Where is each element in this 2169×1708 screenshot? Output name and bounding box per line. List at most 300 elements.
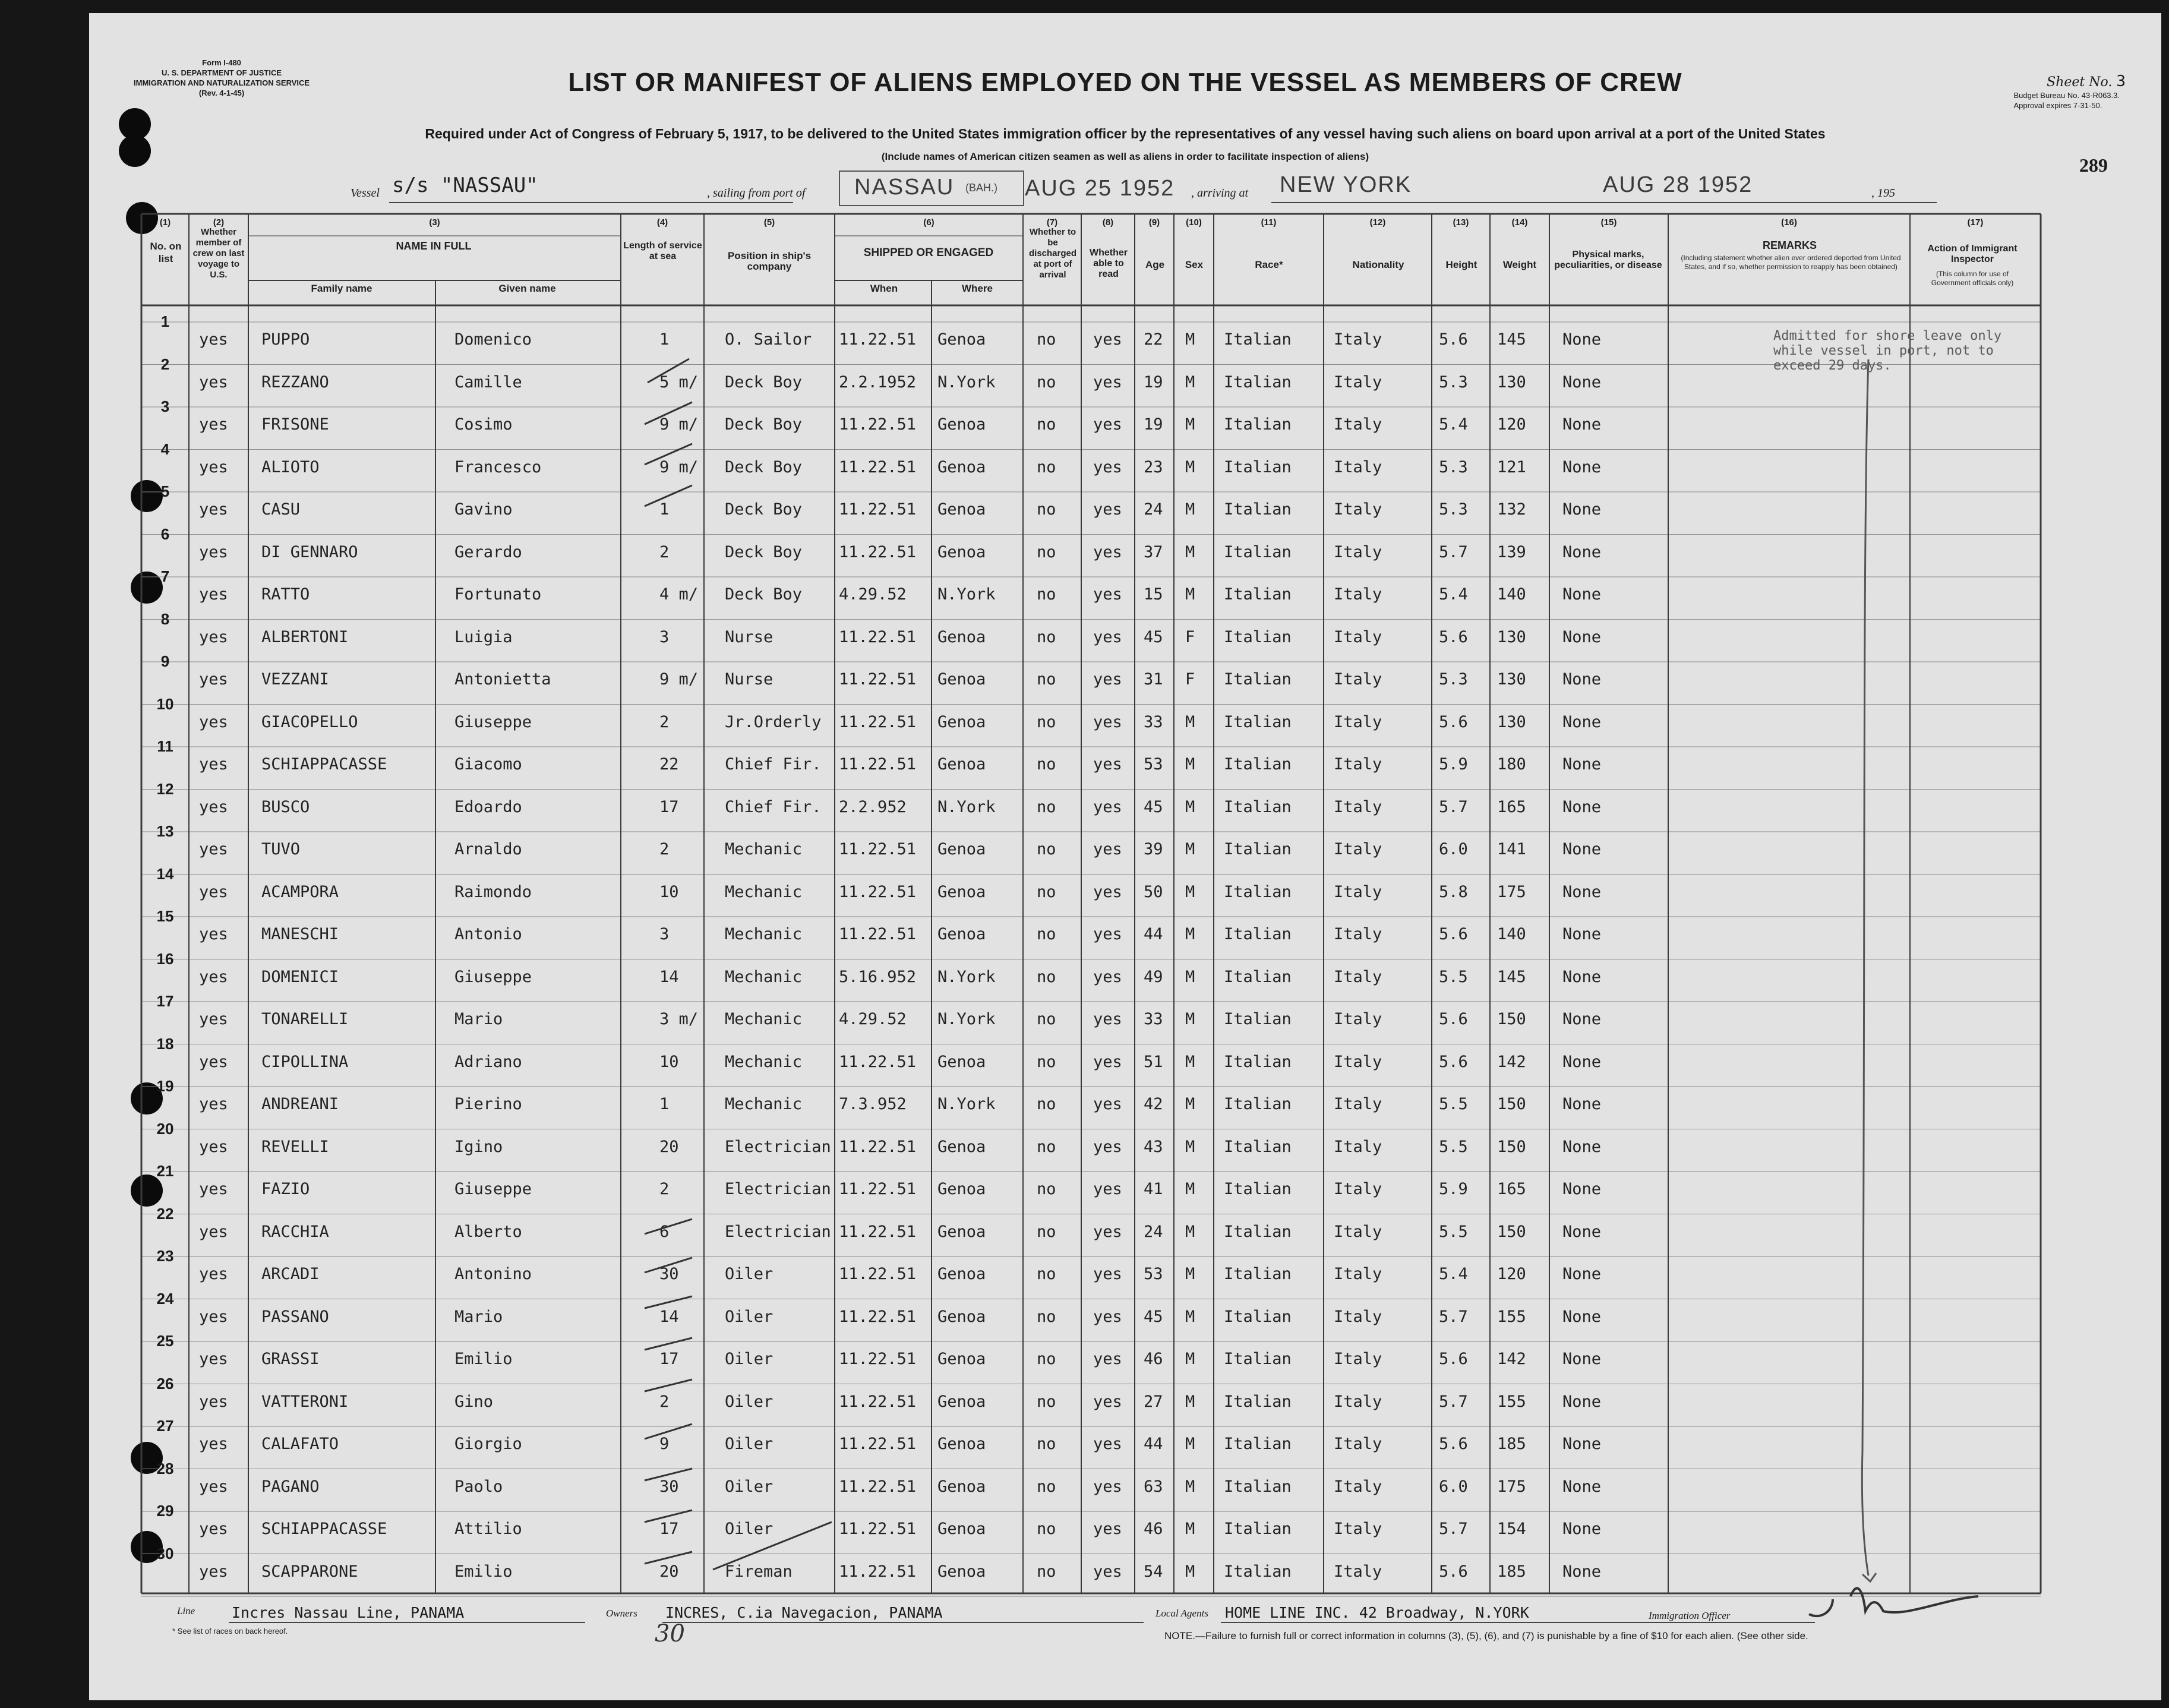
penalty-note: NOTE.—Failure to furnish full or correct information in columns (3), (5), (6), and (7) is punishable by a fine of $10 for each alien. (See other side. [1164,1630,1808,1641]
crew-engaged-when: 4.29.52 [839,1010,907,1028]
crew-can-read: yes [1093,542,1122,561]
column-number: (1) [159,217,171,228]
crew-race: Italian [1224,627,1292,646]
crew-race: Italian [1224,542,1292,561]
crew-service-length: 2 [659,840,670,858]
crew-service-length: 14 [659,967,679,986]
crew-position: Deck Boy [725,585,803,604]
col-header-number: No. on list [150,241,182,264]
row-number: 11 [157,737,173,755]
approval-expiry: Approval expires 7-31-50. [2013,101,2102,110]
crew-family-name: DI GENNARO [261,542,358,561]
crew-race: Italian [1224,1180,1292,1198]
crew-engaged-where: N.York [937,1010,996,1028]
manifest-sheet [89,13,2161,1700]
row-number: 10 [156,694,174,713]
crew-given-name: Fortunato [454,585,542,604]
crew-nationality: Italy [1334,1562,1382,1581]
crew-height: 5.6 [1439,1052,1468,1071]
crew-engaged-where: Genoa [937,500,986,519]
departure-port-note: (BAH.) [965,182,997,194]
crew-given-name: Domenico [454,330,532,349]
crew-service-length: 9 m/ [659,670,699,689]
crew-given-name: Mario [454,1010,503,1028]
crew-nationality: Italy [1334,1477,1382,1496]
crew-age: 24 [1144,1222,1163,1241]
row-number: 22 [156,1204,174,1223]
crew-sex: M [1185,712,1195,731]
crew-race: Italian [1224,372,1292,392]
crew-can-read: yes [1093,1562,1122,1581]
crew-given-name: Raimondo [454,882,532,901]
crew-age: 19 [1144,415,1163,434]
remark-line-2: while vessel in port, not to [1773,343,1994,358]
department: U. S. DEPARTMENT OF JUSTICE [162,68,282,77]
crew-position: Deck Boy [725,457,803,476]
crew-weight: 154 [1497,1520,1526,1538]
line-value: Incres Nassau Line, PANAMA [232,1604,465,1621]
crew-position: Mechanic [725,967,803,986]
crew-discharged: no [1037,1392,1056,1411]
crew-last-voyage: yes [199,1350,228,1368]
crew-can-read: yes [1093,670,1122,689]
crew-given-name: Giuseppe [454,1180,532,1198]
crew-discharged: no [1037,1350,1056,1368]
crew-engaged-when: 11.22.51 [839,500,917,519]
crew-nationality: Italy [1334,542,1382,561]
crew-given-name: Giorgio [454,1435,522,1453]
crew-physical-marks: None [1562,1180,1602,1198]
crew-engaged-when: 11.22.51 [839,755,917,774]
crew-engaged-where: N.York [937,967,996,986]
crew-position: Oiler [725,1392,773,1411]
crew-weight: 141 [1497,840,1526,858]
row-number: 6 [160,525,170,543]
crew-family-name: ALIOTO [261,457,320,476]
crew-nationality: Italy [1334,1350,1382,1368]
agents-label: Local Agents [1155,1608,1208,1619]
crew-sex: M [1185,882,1195,901]
crew-engaged-when: 2.2.952 [839,797,907,816]
crew-service-length: 14 [659,1307,679,1326]
crew-race: Italian [1224,1010,1292,1028]
crew-weight: 142 [1497,1350,1526,1368]
row-number: 20 [156,1119,174,1138]
crew-race: Italian [1224,1392,1292,1411]
col-header-marks: Physical marks, peculiarities, or disease [1554,250,1662,270]
crew-family-name: REZZANO [261,372,329,392]
crew-service-length: 3 [659,627,670,646]
row-number: 2 [160,355,170,373]
crew-position: Oiler [725,1350,773,1368]
crew-can-read: yes [1093,1052,1122,1071]
crew-can-read: yes [1093,500,1122,519]
crew-engaged-when: 5.16.952 [839,967,917,986]
crew-sex: M [1185,967,1195,986]
crew-age: 33 [1144,712,1163,731]
crew-age: 22 [1144,330,1163,349]
page-number: 289 [2079,154,2108,176]
crew-engaged-when: 7.3.952 [839,1095,907,1113]
crew-height: 5.3 [1439,457,1468,476]
crew-physical-marks: None [1562,840,1602,858]
crew-weight: 185 [1497,1435,1526,1453]
crew-can-read: yes [1093,1520,1122,1538]
crew-position: Oiler [725,1520,773,1538]
crew-height: 5.3 [1439,500,1468,519]
form-number: Form I-480 [202,58,241,67]
crew-age: 63 [1144,1477,1163,1496]
crew-family-name: PASSANO [261,1307,329,1326]
crew-weight: 185 [1497,1562,1526,1581]
crew-engaged-where: Genoa [937,1307,986,1326]
crew-weight: 130 [1497,712,1526,731]
crew-service-length: 10 [659,882,679,901]
col-header-height: Height [1445,259,1477,270]
year-suffix: , 195 [1871,187,1895,200]
crew-discharged: no [1037,1307,1056,1326]
crew-engaged-where: Genoa [937,627,986,646]
crew-race: Italian [1224,1435,1292,1453]
crew-physical-marks: None [1562,1435,1602,1453]
crew-can-read: yes [1093,925,1122,943]
crew-race: Italian [1224,585,1292,604]
departure-port: NASSAU [854,175,955,200]
crew-service-length: 2 [659,1180,670,1198]
crew-given-name: Antonietta [454,670,551,689]
crew-discharged: no [1037,457,1056,476]
crew-sex: M [1185,1095,1195,1113]
column-number: (2) [213,217,225,228]
crew-given-name: Francesco [454,457,542,476]
crew-age: 53 [1144,1265,1163,1283]
crew-height: 5.5 [1439,967,1468,986]
owners-value: INCRES, C.ia Navegacion, PANAMA [665,1604,943,1621]
crew-race: Italian [1224,840,1292,858]
crew-last-voyage: yes [199,330,228,349]
crew-last-voyage: yes [199,1265,228,1283]
crew-family-name: TONARELLI [261,1010,349,1028]
crew-engaged-when: 11.22.51 [839,1180,917,1198]
crew-weight: 120 [1497,415,1526,434]
col-header-remarks-note: (Including statement whether alien ever ordered deported from United States, and if so, whether permission to reapply has been obtained) [1681,254,1901,271]
crew-physical-marks: None [1562,712,1602,731]
crew-given-name: Antonino [454,1265,532,1283]
crew-can-read: yes [1093,1435,1122,1453]
crew-given-name: Gavino [454,500,513,519]
crew-position: Fireman [725,1562,793,1581]
crew-family-name: SCHIAPPACASSE [261,755,387,774]
col-header-sex: Sex [1185,259,1204,270]
crew-race: Italian [1224,1307,1292,1326]
crew-weight: 130 [1497,670,1526,689]
crew-engaged-when: 11.22.51 [839,925,917,943]
crew-discharged: no [1037,967,1056,986]
crew-weight: 139 [1497,542,1526,561]
crew-engaged-where: Genoa [937,330,986,349]
crew-discharged: no [1037,585,1056,604]
row-number: 16 [156,949,174,968]
col-header-race: Race* [1255,259,1283,270]
crew-engaged-where: Genoa [937,1137,986,1156]
crew-service-length: 17 [659,1350,679,1368]
crew-discharged: no [1037,1520,1056,1538]
crew-family-name: MANESCHI [261,925,339,943]
crew-last-voyage: yes [199,1052,228,1071]
column-number: (11) [1261,217,1277,228]
crew-weight: 142 [1497,1052,1526,1071]
crew-nationality: Italy [1334,1010,1382,1028]
row-number: 1 [160,312,170,330]
column-number: (4) [656,217,668,228]
crew-last-voyage: yes [199,627,228,646]
crew-nationality: Italy [1334,585,1382,604]
crew-nationality: Italy [1334,1052,1382,1071]
crew-last-voyage: yes [199,372,228,392]
crew-race: Italian [1224,1350,1292,1368]
crew-can-read: yes [1093,415,1122,434]
crew-age: 42 [1144,1095,1163,1113]
owners-label: Owners [606,1608,637,1619]
crew-position: Mechanic [725,925,803,943]
crew-engaged-where: Genoa [937,840,986,858]
col-header-given: Given name [498,283,556,294]
arrival-port: NEW YORK [1280,172,1412,197]
races-note: * See list of races on back hereof. [172,1627,288,1636]
crew-family-name: CIPOLLINA [261,1052,349,1071]
crew-engaged-when: 11.22.51 [839,457,917,476]
crew-engaged-when: 4.29.52 [839,585,907,604]
crew-engaged-when: 11.22.51 [839,1520,917,1538]
crew-family-name: DOMENICI [261,967,339,986]
crew-last-voyage: yes [199,755,228,774]
crew-family-name: CALAFATO [261,1435,339,1453]
crew-nationality: Italy [1334,457,1382,476]
crew-sex: M [1185,1392,1195,1411]
row-number: 15 [156,907,174,925]
crew-position: Electrician [725,1137,831,1156]
crew-engaged-where: N.York [937,1095,996,1113]
crew-nationality: Italy [1334,840,1382,858]
row-number: 9 [160,652,170,670]
crew-service-length: 1 [659,330,670,349]
crew-height: 5.4 [1439,415,1468,434]
crew-position: Mechanic [725,882,803,901]
crew-sex: M [1185,755,1195,774]
crew-family-name: TUVO [261,840,301,858]
crew-family-name: PUPPO [261,330,310,349]
crew-race: Italian [1224,415,1292,434]
crew-can-read: yes [1093,882,1122,901]
crew-given-name: Pierino [454,1095,522,1113]
crew-service-length: 6 [659,1222,670,1241]
crew-engaged-where: Genoa [937,712,986,731]
crew-sex: M [1185,1350,1195,1368]
crew-height: 5.7 [1439,1307,1468,1326]
crew-physical-marks: None [1562,925,1602,943]
column-number: (13) [1453,217,1469,228]
crew-engaged-when: 11.22.51 [839,330,917,349]
crew-family-name: RACCHIA [261,1222,329,1241]
crew-race: Italian [1224,1222,1292,1241]
crew-physical-marks: None [1562,585,1602,604]
crew-sex: M [1185,1477,1195,1496]
crew-age: 46 [1144,1350,1163,1368]
crew-engaged-when: 11.22.51 [839,1222,917,1241]
crew-discharged: no [1037,670,1056,689]
crew-race: Italian [1224,1265,1292,1283]
col-header-position: Position in ship's company [727,250,812,272]
crew-last-voyage: yes [199,1392,228,1411]
crew-age: 45 [1144,797,1163,816]
crew-last-voyage: yes [199,670,228,689]
crew-sex: M [1185,840,1195,858]
crew-engaged-where: Genoa [937,755,986,774]
col-header-where: Where [962,283,993,294]
crew-position: Deck Boy [725,372,803,392]
crew-position: O. Sailor [725,330,812,349]
crew-last-voyage: yes [199,925,228,943]
crew-discharged: no [1037,627,1056,646]
handwritten-count: 30 [655,1620,685,1647]
crew-position: Chief Fir. [725,797,822,816]
crew-physical-marks: None [1562,670,1602,689]
column-number: (14) [1511,217,1528,228]
crew-engaged-when: 11.22.51 [839,1265,917,1283]
crew-last-voyage: yes [199,967,228,986]
row-number: 13 [156,822,174,840]
crew-engaged-where: Genoa [937,457,986,476]
crew-family-name: VEZZANI [261,670,329,689]
crew-engaged-where: Genoa [937,415,986,434]
crew-engaged-when: 11.22.51 [839,1392,917,1411]
crew-sex: F [1185,670,1195,689]
crew-physical-marks: None [1562,1137,1602,1156]
crew-sex: M [1185,457,1195,476]
crew-given-name: Luigia [454,627,513,646]
crew-position: Oiler [725,1477,773,1496]
row-number: 14 [156,864,174,883]
column-number: (16) [1781,217,1797,228]
crew-last-voyage: yes [199,1180,228,1198]
crew-can-read: yes [1093,797,1122,816]
column-number: (8) [1102,217,1114,228]
crew-height: 5.4 [1439,585,1468,604]
col-header-read: Whether able to read [1090,248,1128,279]
crew-sex: M [1185,585,1195,604]
crew-engaged-when: 11.22.51 [839,1350,917,1368]
crew-race: Italian [1224,330,1292,349]
crew-age: 45 [1144,1307,1163,1326]
row-number: 27 [156,1417,174,1435]
crew-position: Deck Boy [725,415,803,434]
crew-position: Deck Boy [725,500,803,519]
crew-engaged-when: 2.2.1952 [839,372,917,392]
crew-race: Italian [1224,1477,1292,1496]
row-number: 4 [160,440,170,458]
crew-engaged-where: Genoa [937,1477,986,1496]
crew-race: Italian [1224,1095,1292,1113]
crew-race: Italian [1224,1520,1292,1538]
crew-height: 5.9 [1439,1180,1468,1198]
crew-sex: M [1185,1180,1195,1198]
remark-line-1: Admitted for shore leave only [1773,329,2002,343]
column-number: (6) [923,217,934,228]
crew-nationality: Italy [1334,627,1382,646]
crew-height: 5.6 [1439,1350,1468,1368]
crew-discharged: no [1037,1562,1056,1581]
row-number: 30 [156,1544,174,1562]
crew-position: Chief Fir. [725,755,822,774]
crew-weight: 132 [1497,500,1526,519]
crew-last-voyage: yes [199,1010,228,1028]
crew-weight: 150 [1497,1222,1526,1241]
crew-height: 5.3 [1439,372,1468,392]
crew-weight: 145 [1497,967,1526,986]
crew-discharged: no [1037,840,1056,858]
vessel-label: Vessel [351,187,380,200]
crew-service-length: 10 [659,1052,679,1071]
agents-value: HOME LINE INC. 42 Broadway, N.YORK [1225,1604,1529,1621]
crew-sex: M [1185,1520,1195,1538]
crew-can-read: yes [1093,1222,1122,1241]
crew-service-length: 17 [659,1520,679,1538]
col-header-family: Family name [311,283,372,294]
crew-family-name: RATTO [261,585,310,604]
crew-weight: 150 [1497,1095,1526,1113]
crew-given-name: Camille [454,372,522,392]
crew-last-voyage: yes [199,1520,228,1538]
crew-sex: M [1185,542,1195,561]
col-header-name: NAME IN FULL [396,240,472,252]
vessel-name: s/s "NASSAU" [392,173,538,197]
crew-height: 5.3 [1439,670,1468,689]
crew-age: 27 [1144,1392,1163,1411]
crew-sex: M [1185,1562,1195,1581]
crew-engaged-where: Genoa [937,1222,986,1241]
crew-sex: M [1185,1265,1195,1283]
crew-engaged-when: 11.22.51 [839,1435,917,1453]
crew-last-voyage: yes [199,585,228,604]
crew-position: Mechanic [725,1052,803,1071]
crew-engaged-when: 11.22.51 [839,1307,917,1326]
crew-position: Jr.Orderly [725,712,822,731]
crew-last-voyage: yes [199,797,228,816]
crew-age: 24 [1144,500,1163,519]
crew-nationality: Italy [1334,797,1382,816]
crew-age: 45 [1144,627,1163,646]
crew-discharged: no [1037,1435,1056,1453]
crew-age: 49 [1144,967,1163,986]
crew-physical-marks: None [1562,1520,1602,1538]
col-header-weight: Weight [1502,259,1537,270]
crew-nationality: Italy [1334,1520,1382,1538]
crew-family-name: VATTERONI [261,1392,349,1411]
crew-height: 5.8 [1439,882,1468,901]
crew-position: Mechanic [725,840,803,858]
col-header-nationality: Nationality [1352,259,1404,270]
crew-nationality: Italy [1334,1095,1382,1113]
col-header-shipped: SHIPPED OR ENGAGED [863,247,994,259]
crew-given-name: Igino [454,1137,503,1156]
crew-weight: 121 [1497,457,1526,476]
crew-given-name: Adriano [454,1052,522,1071]
form-revision: (Rev. 4-1-45) [198,89,245,97]
crew-weight: 180 [1497,755,1526,774]
row-number: 28 [156,1459,174,1477]
crew-sex: M [1185,1137,1195,1156]
crew-last-voyage: yes [199,1435,228,1453]
